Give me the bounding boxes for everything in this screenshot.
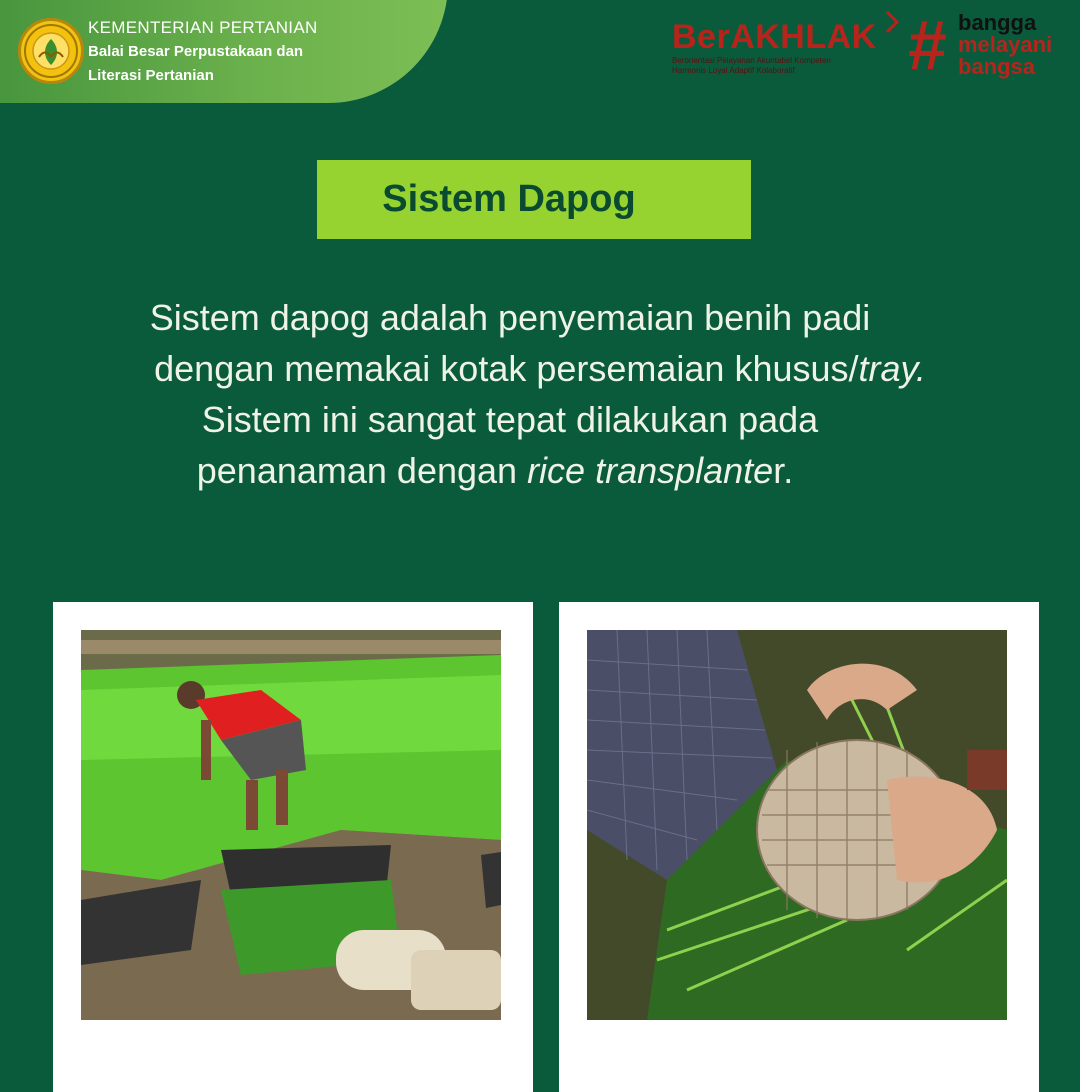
para-line-4-text: penanaman dengan [196, 450, 528, 491]
chevron-icon [884, 10, 900, 34]
org-line-2: Balai Besar Perpustakaan dan [88, 43, 304, 60]
para-line-3: Sistem ini sangat tepat dilakukan pada [201, 399, 819, 440]
hashtag-icon: # [908, 6, 947, 84]
para-line-1: Sistem dapog adalah penyemaian benih padi [149, 297, 871, 338]
title-box [317, 160, 751, 239]
para-line-2-italic: tray. [858, 348, 926, 389]
org-name [88, 18, 318, 88]
photo-card-right [559, 602, 1039, 1092]
para-line-2-text: dengan memakai kotak persemaian khusus/ [154, 348, 859, 389]
para-line-4 [0, 445, 1040, 496]
berakhlak-logo [672, 18, 894, 82]
description-paragraph [40, 292, 1040, 496]
bangga-melayani-logo [906, 6, 1076, 86]
berakhlak-sub-1: Berorientasi Pelayanan Akuntabel Kompeten [672, 56, 831, 65]
org-line-1: KEMENTERIAN PERTANIAN [88, 18, 318, 37]
seedling-tray-roll-photo [587, 630, 1007, 1020]
para-line-4-italic: rice transplante [527, 450, 774, 491]
bangga-word-2: melayani [958, 32, 1053, 57]
berakhlak-sub-2: Harmonis Loyal Adaptif Kolaboratif [672, 66, 795, 75]
bangga-word-1: bangga [958, 10, 1037, 35]
kementan-logo-icon [18, 18, 84, 84]
para-line-2 [40, 343, 1040, 394]
bangga-word-3: bangsa [958, 54, 1036, 79]
para-line-4-end: r. [773, 450, 794, 491]
org-line-3: Literasi Pertanian [88, 67, 214, 84]
photo-card-left [53, 602, 533, 1092]
page-title: Sistem Dapog [382, 178, 636, 220]
berakhlak-word: BerAKHLAK [672, 18, 877, 56]
farmer-seedbed-photo [81, 630, 501, 1020]
